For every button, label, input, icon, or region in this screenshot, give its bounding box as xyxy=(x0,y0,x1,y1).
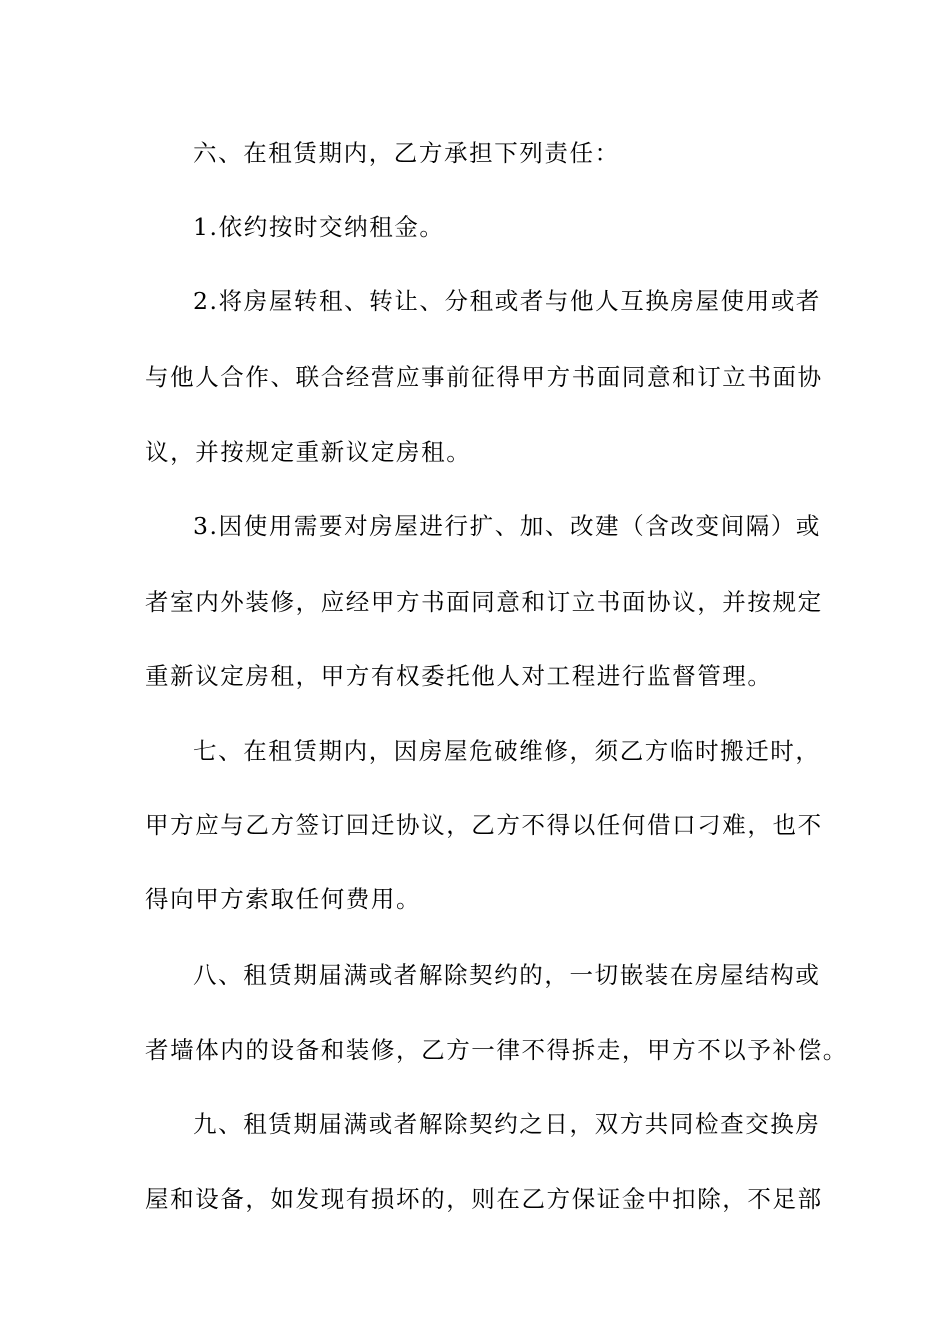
clause-six-item-1: 1.依约按时交纳租金。 xyxy=(193,213,445,241)
clause-six-item-2-line-3: 议，并按规定重新议定房租。 xyxy=(145,438,472,466)
clause-six-item-3-line-1: 3.因使用需要对房屋进行扩、加、改建（含改变间隔）或 xyxy=(193,512,822,540)
clause-six-item-2-line-1: 2.将房屋转租、转让、分租或者与他人互换房屋使用或者 xyxy=(193,287,822,315)
clause-six-item-2-line-2: 与他人合作、联合经营应事前征得甲方书面同意和订立书面协 xyxy=(145,363,823,391)
clause-six-item-3-line-2: 者室内外装修，应经甲方书面同意和订立书面协议，并按规定 xyxy=(145,588,823,616)
clause-seven-line-1: 七、在租赁期内，因房屋危破维修，须乙方临时搬迁时， xyxy=(193,737,821,765)
clause-eight-line-1: 八、租赁期届满或者解除契约的，一切嵌装在房屋结构或 xyxy=(193,961,821,989)
clause-seven-line-3: 得向甲方索取任何费用。 xyxy=(145,885,422,913)
clause-six-heading: 六、在租赁期内，乙方承担下列责任： xyxy=(193,139,620,167)
clause-nine-line-2: 屋和设备，如发现有损坏的，则在乙方保证金中扣除，不足部 xyxy=(145,1185,823,1213)
clause-eight-line-2: 者墙体内的设备和装修，乙方一律不得拆走，甲方不以予补偿。 xyxy=(145,1036,848,1064)
clause-six-item-3-line-3: 重新议定房租，甲方有权委托他人对工程进行监督管理。 xyxy=(145,662,773,690)
clause-seven-line-2: 甲方应与乙方签订回迁协议，乙方不得以任何借口刁难，也不 xyxy=(145,811,823,839)
clause-nine-line-1: 九、租赁期届满或者解除契约之日，双方共同检查交换房 xyxy=(193,1110,821,1138)
